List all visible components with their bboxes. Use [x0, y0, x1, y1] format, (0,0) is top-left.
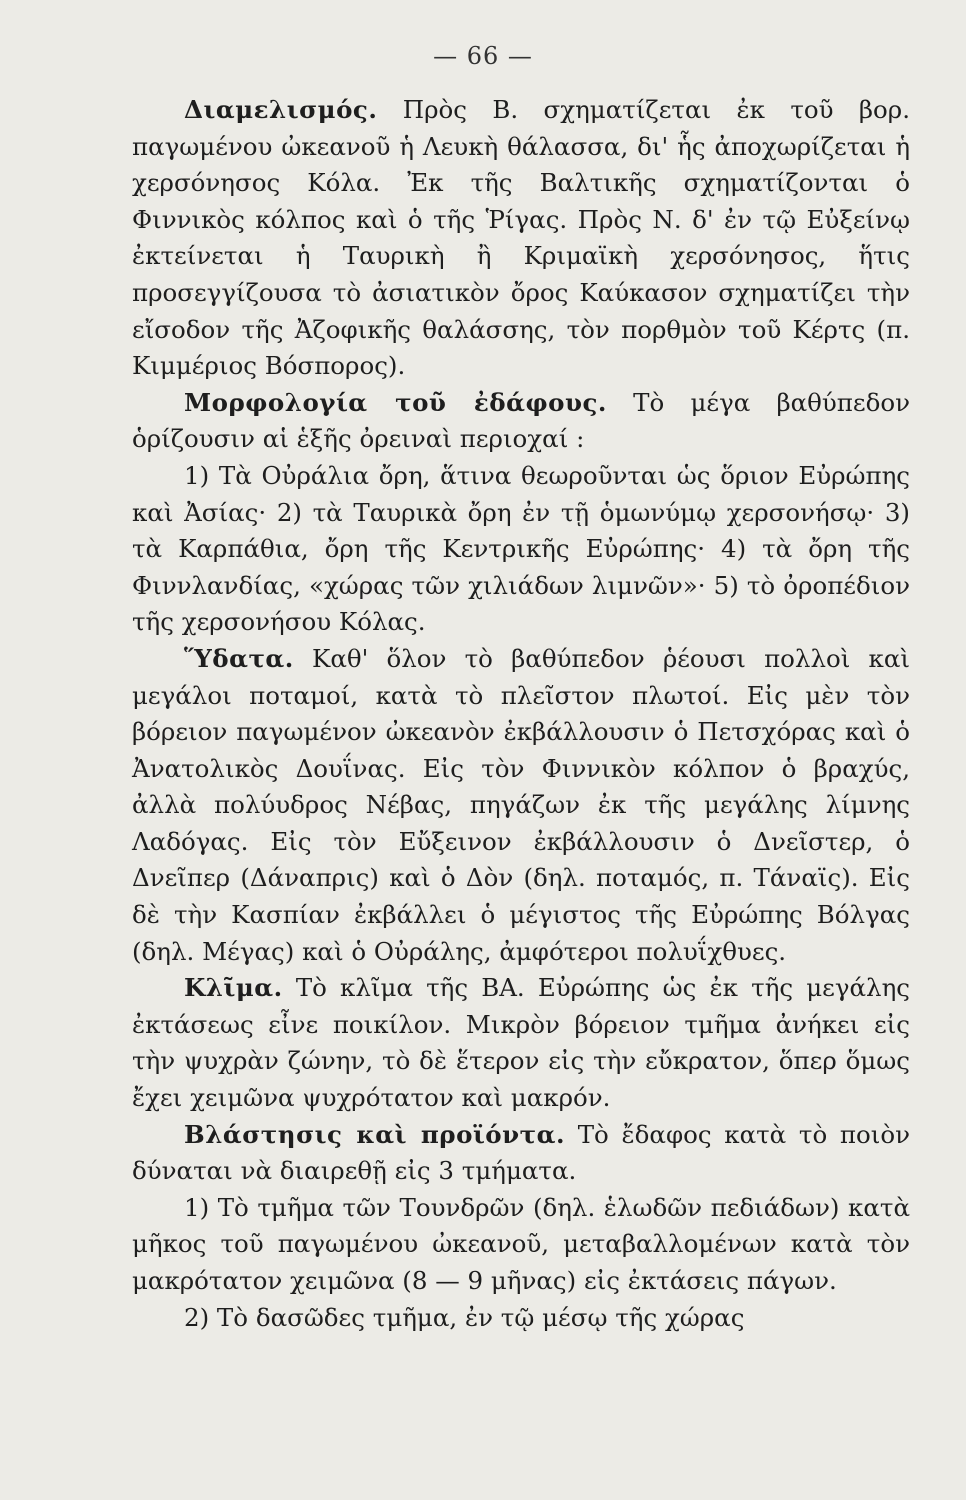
page-number: — 66 —	[433, 42, 533, 70]
paragraph-text: Πρὸς Β. σχηματίζεται ἐκ τοῦ βορ. παγωμένου ὠκεανοῦ ἡ Λευκὴ θάλασσα, δι' ἧς ἀποχωρίζεται ἡ χερσόνησος Κόλα. Ἐκ τῆς Βαλτικῆς σχηματίζονται ὁ Φιννικὸς κόλπος καὶ ὁ τῆς Ῥίγας. Πρὸς Ν. δ' ἐν τῷ Εὐξείνῳ ἐκτείνεται ἡ Ταυρικὴ ἢ Κριμαϊκὴ χερσόνησος, ἥτις προσεγγίζουσα τὸ ἀσιατικὸν ὄρος Καύκασον σχηματίζει τὴν εἴσοδον τῆς Ἀζοφικῆς θαλάσσης, τὸν πορθμὸν τοῦ Κέρτς (π. Κιμμέριος Βόσπορος).	[132, 95, 910, 381]
paragraph-text: Τὸ ἔδαφος κατὰ τὸ ποιὸν δύναται νὰ διαιρεθῇ εἰς 3 τμήματα.	[132, 1119, 910, 1186]
paragraph-diamelismos	[132, 92, 910, 385]
paragraph-text: Καθ' ὅλον τὸ βαθύπεδον ῥέουσι πολλοὶ καὶ μεγάλοι ποταμοί, κατὰ τὸ πλεῖστον πλωτοί. Εἰς μὲν τὸν βόρειον παγωμένον ὠκεανὸν ἐκβάλλουσιν ὁ Πετσχόρας καὶ ὁ Ἀνατολικὸς Δουΐνας. Εἰς τὸν Φιννικὸν κόλπον ὁ βραχύς, ἀλλὰ πολύυδρος Νέβας, πηγάζων ἐκ τῆς μεγάλης λίμνης Λαδόγας. Εἰς τὸν Εὔξεινον ἐκβάλλουσιν ὁ Δνεῖστερ, ὁ Δνεῖπερ (Δάναπρις) καὶ ὁ Δὸν (δηλ. ποταμός, π. Τάναϊς). Εἰς δὲ τὴν Κασπίαν ἐκβάλλει ὁ μέγιστος τῆς Εὐρώπης Βόλγας (δηλ. Μέγας) καὶ ὁ Οὐράλης, ἀμφότεροι πολυΐχθυες.	[132, 643, 910, 966]
section-heading: Μορφολογία τοῦ ἐδάφους.	[184, 387, 607, 417]
page-body	[132, 92, 910, 1336]
paragraph-text: Τὸ μέγα βαθύπεδον ὁρίζουσιν αἱ ἑξῆς ὀρειναὶ περιοχαί :	[132, 387, 910, 454]
paragraph-tundra	[132, 1190, 910, 1300]
section-heading: Ὕδατα.	[184, 643, 294, 673]
section-heading: Διαμελισμός.	[184, 95, 378, 124]
paragraph-forest	[132, 1300, 910, 1337]
paragraph-vlastisis	[132, 1117, 910, 1190]
paragraph-text: 2) Τὸ δασῶδες τμῆμα, ἐν τῷ μέσῳ τῆς χώρας	[184, 1302, 745, 1332]
paragraph-klima	[132, 970, 910, 1116]
paragraph-mountain-list	[132, 458, 910, 641]
paragraph-text: Τὸ κλῖμα τῆς ΒΑ. Εὐρώπης ὡς ἐκ τῆς μεγάλης ἐκτάσεως εἶνε ποικίλον. Μικρὸν βόρειον τμῆμα ἀνήκει εἰς τὴν ψυχρὰν ζώνην, τὸ δὲ ἕτερον εἰς τὴν εὔκρατον, ὅπερ ὅμως ἔχει χειμῶνα ψυχρότατον καὶ μακρόν.	[132, 973, 910, 1113]
paragraph-text: 1) Τὰ Οὐράλια ὄρη, ἅτινα θεωροῦνται ὡς ὅριον Εὐρώπης καὶ Ἀσίας· 2) τὰ Ταυρικὰ ὄρη ἐν τῇ ὁμωνύμῳ χερσονήσῳ· 3) τὰ Καρπάθια, ὄρη τῆς Κεντρικῆς Εὐρώπης· 4) τὰ ὄρη τῆς Φιννλανδίας, «χώρας τῶν χιλιάδων λιμνῶν»· 5) τὸ ὀροπέδιον τῆς χερσονήσου Κόλας.	[132, 460, 910, 637]
paragraph-text: 1) Τὸ τμῆμα τῶν Τουνδρῶν (δηλ. ἑλωδῶν πεδιάδων) κατὰ μῆκος τοῦ παγωμένου ὠκεανοῦ, μεταβαλλομένων κατὰ τὸν μακρότατον χειμῶνα (8 — 9 μῆνας) εἰς ἐκτάσεις πάγων.	[132, 1192, 910, 1295]
paragraph-ydata	[132, 641, 910, 970]
section-heading: Κλῖμα.	[184, 973, 283, 1003]
section-heading: Βλάστησις καὶ προϊόντα.	[184, 1119, 566, 1149]
paragraph-morfologia	[132, 385, 910, 458]
